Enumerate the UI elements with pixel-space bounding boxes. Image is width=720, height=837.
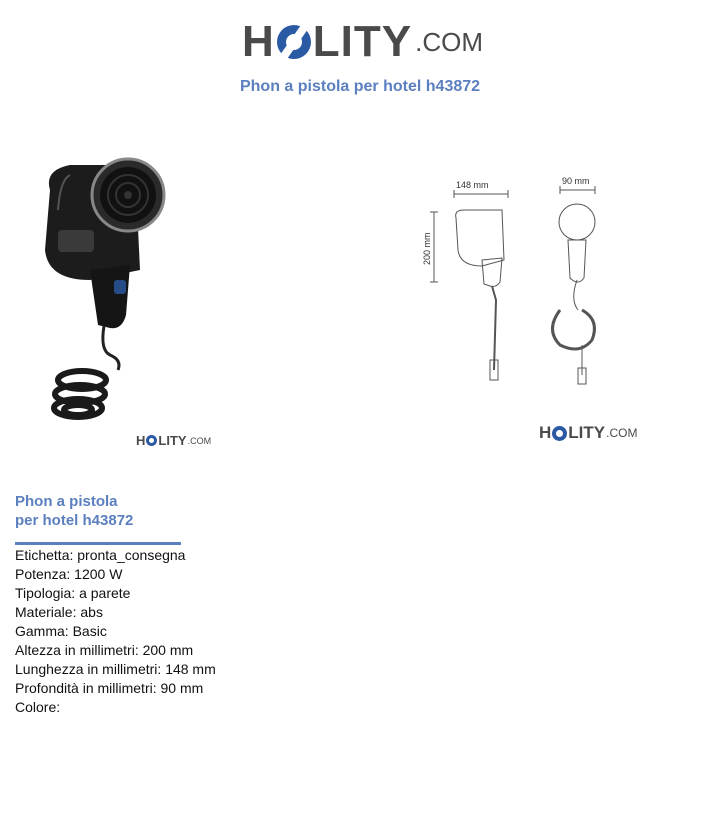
spec-label: Altezza in millimetri — [15, 642, 135, 658]
logo-letters: LITY — [312, 17, 413, 66]
page-title: Phon a pistola per hotel h43872 — [239, 78, 481, 95]
spec-value: 1200 W — [74, 566, 123, 582]
spec-row: Tipologia: a parete — [15, 585, 131, 601]
spec-label: Profondità in millimetri — [15, 680, 153, 696]
logo-o-icon — [277, 25, 311, 59]
drawing-watermark — [539, 423, 637, 443]
product-title-line-2: per hotel h43872 — [15, 512, 134, 529]
spec-value: Basic — [72, 623, 107, 639]
spec-row: Altezza in millimetri: 200 mm — [15, 642, 194, 658]
watermark-o-icon — [146, 435, 157, 446]
watermark-letter: H — [136, 433, 146, 448]
watermark-domain: .COM — [187, 435, 212, 446]
spec-label: Materiale — [15, 604, 73, 620]
depth-dimension: 90 mm — [562, 176, 590, 186]
spec-row: Colore: — [15, 699, 61, 715]
photo-watermark — [136, 433, 211, 448]
spec-row: Gamma: Basic — [15, 623, 107, 639]
spec-value: 148 mm — [165, 661, 216, 677]
spec-label: Potenza — [15, 566, 67, 582]
spec-row: Lunghezza in millimetri: 148 mm — [15, 661, 216, 677]
spec-label: Colore — [15, 699, 57, 715]
hair-dryer-technical-drawing — [420, 170, 650, 450]
spec-value: 90 mm — [160, 680, 204, 696]
product-title-line-1: Phon a pistola — [15, 493, 118, 510]
spec-value: pronta_consegna — [77, 547, 186, 563]
spec-label: Etichetta — [15, 547, 70, 563]
spec-row: Profondità in millimetri: 90 mm — [15, 680, 204, 696]
logo-domain: .COM — [415, 27, 483, 57]
logo-letter-h: H — [242, 17, 275, 66]
spec-value: abs — [80, 604, 103, 620]
spec-value: 200 mm — [142, 642, 194, 658]
watermark-letters: LITY — [158, 433, 187, 448]
hair-dryer-photo — [30, 150, 230, 460]
spec-row: Potenza: 1200 W — [15, 566, 123, 582]
logo-wordmark — [242, 17, 483, 66]
watermark-letter: H — [539, 423, 552, 442]
spec-value: a parete — [79, 585, 131, 601]
watermark-domain: .COM — [606, 426, 638, 440]
holity-logo[interactable] — [242, 14, 482, 64]
spec-row: Materiale: abs — [15, 604, 103, 620]
watermark-o-icon — [552, 426, 567, 441]
product-title — [15, 492, 215, 530]
spec-row: Etichetta: pronta_consegna — [15, 547, 186, 563]
width-dimension: 148 mm — [456, 180, 489, 190]
spec-label: Tipologia — [15, 585, 72, 601]
spec-list — [15, 546, 216, 717]
spec-label: Lunghezza in millimetri — [15, 661, 158, 677]
spec-label: Gamma — [15, 623, 65, 639]
height-dimension: 200 mm — [422, 232, 432, 265]
title-divider — [15, 542, 181, 545]
watermark-letters: LITY — [568, 423, 606, 442]
